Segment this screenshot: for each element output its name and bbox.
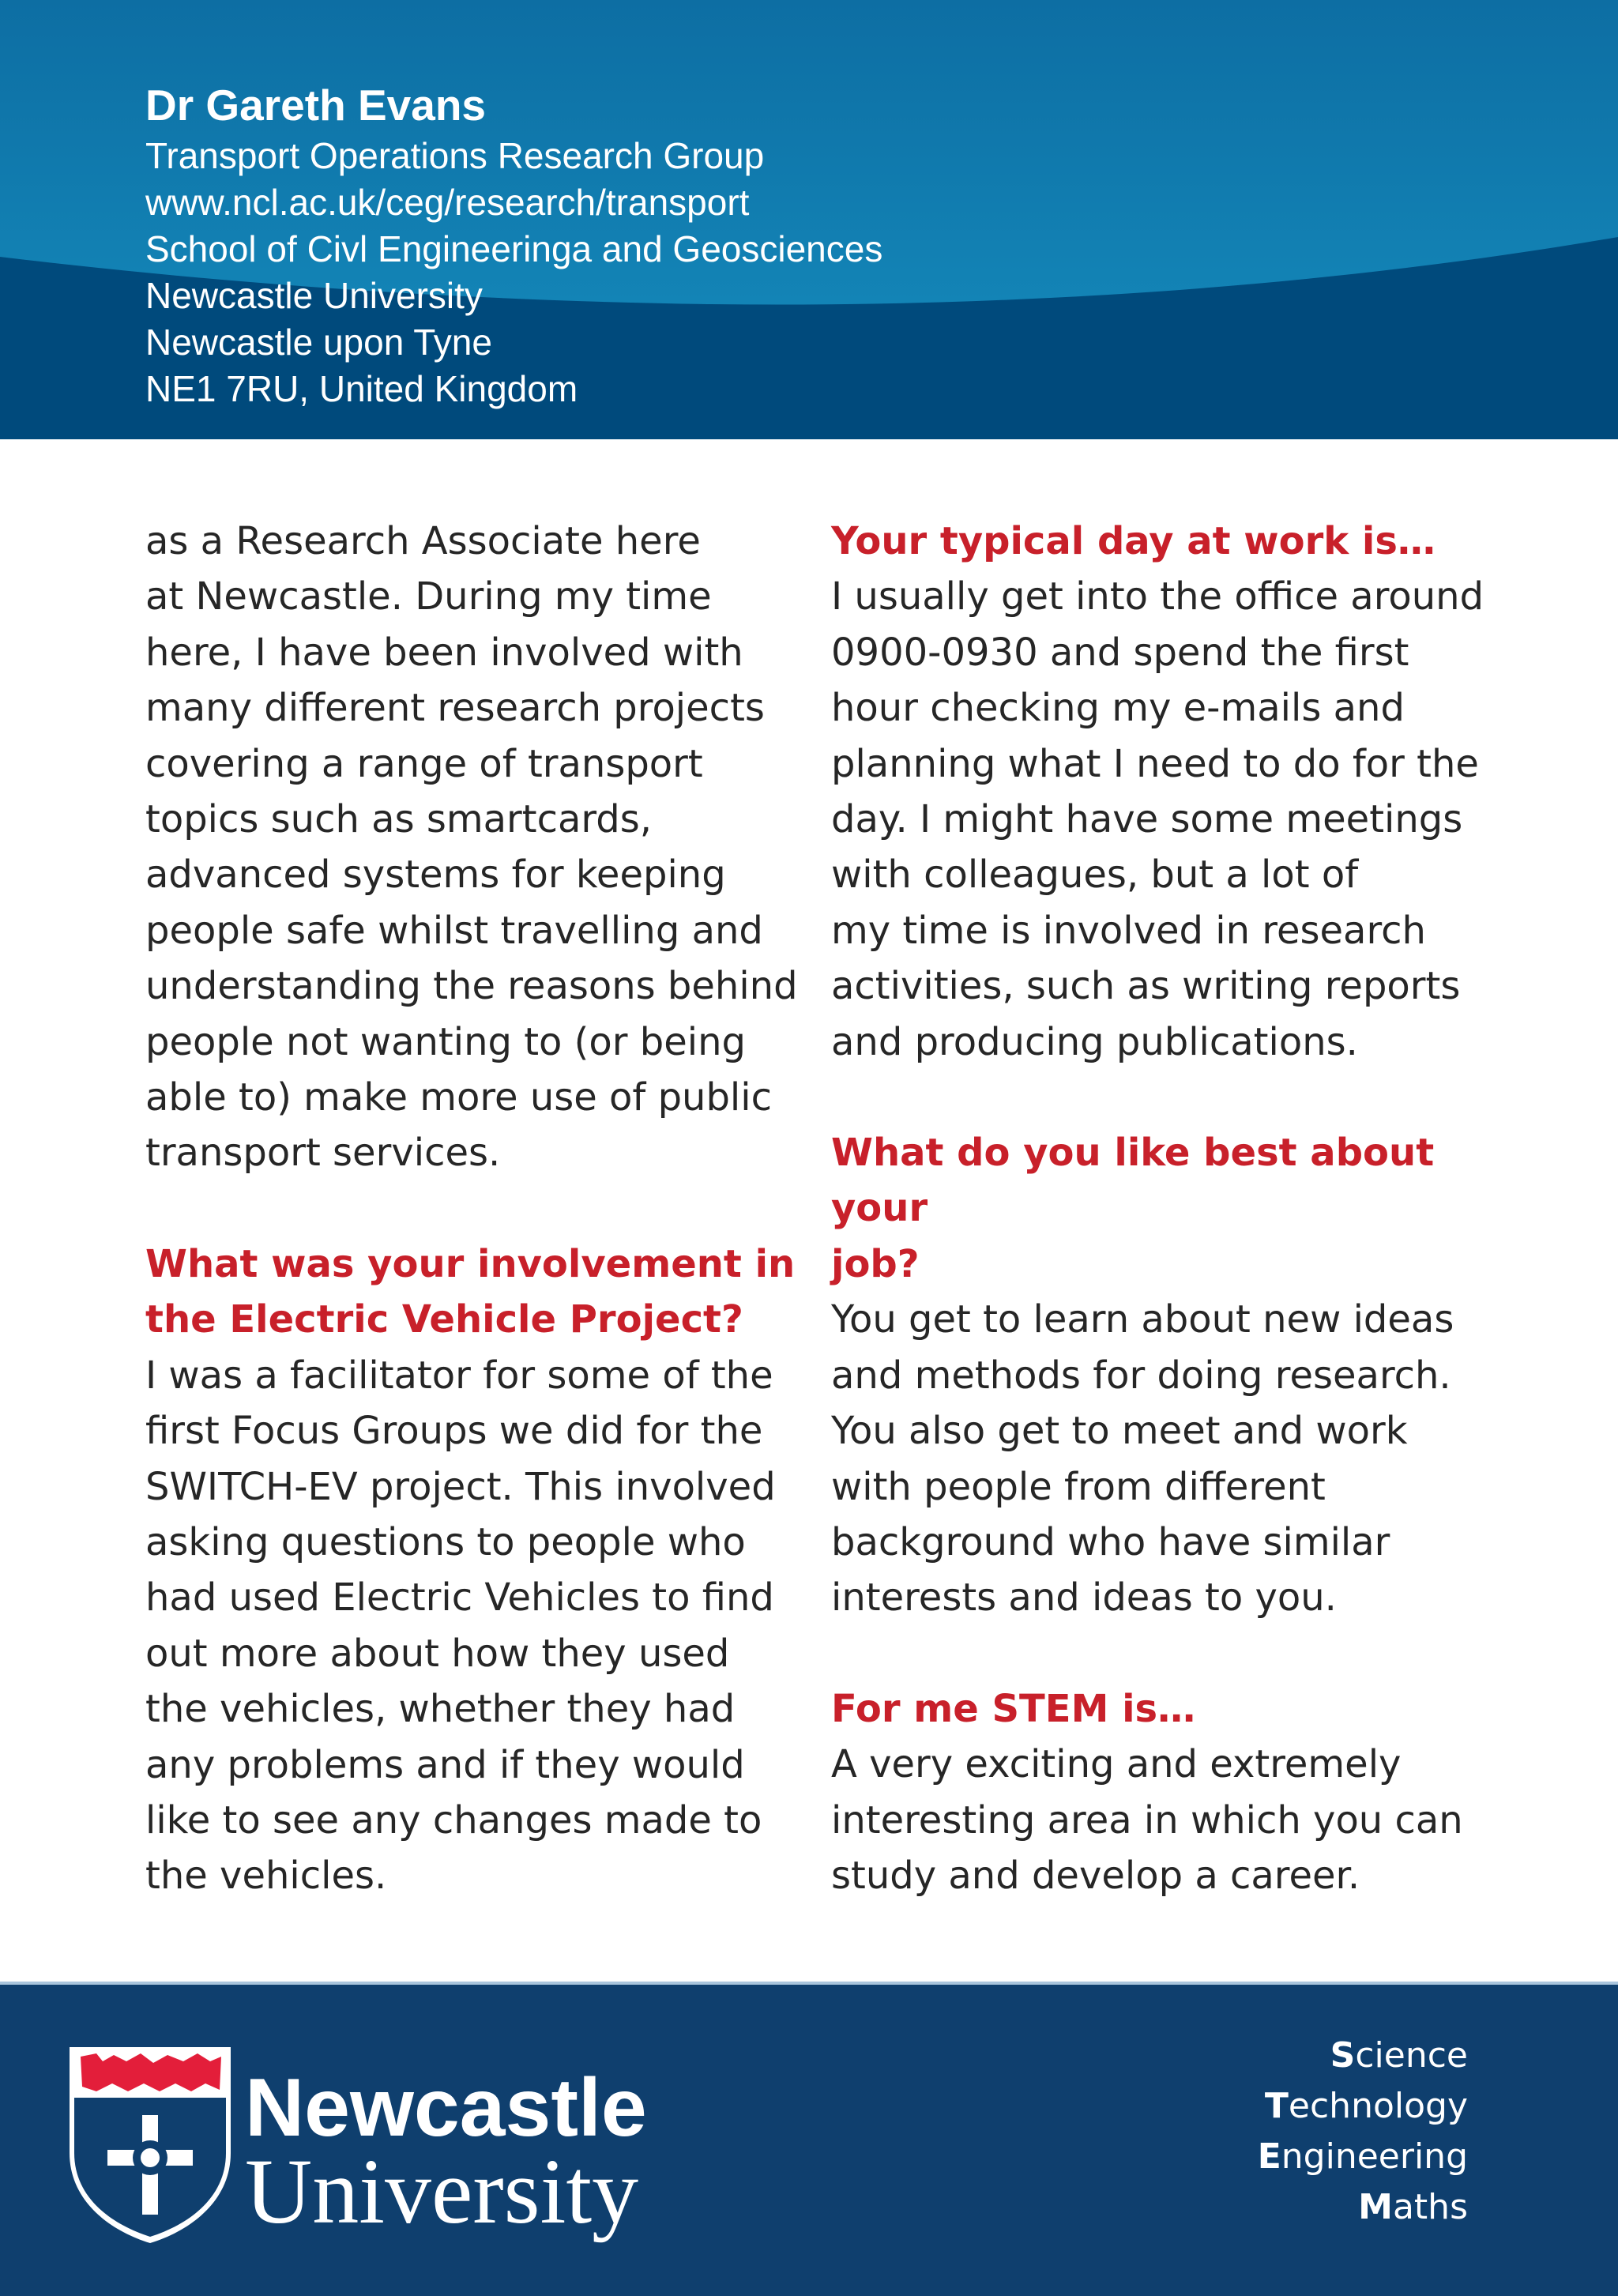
city: Newcastle upon Tyne bbox=[145, 322, 492, 363]
question-typical-day: Your typical day at work is… bbox=[831, 519, 1436, 563]
school-name: School of Civl Engineeringa and Geosciences bbox=[145, 228, 883, 269]
stem-acronym bbox=[1258, 2031, 1468, 2233]
university-name: Newcastle University bbox=[145, 275, 483, 316]
left-column bbox=[145, 514, 801, 1904]
stem-maths: Maths bbox=[1358, 2187, 1468, 2227]
spacer bbox=[831, 1070, 1487, 1125]
spacer bbox=[831, 1626, 1487, 1681]
newcastle-university-logo bbox=[65, 2042, 665, 2248]
stem-technology: Technology bbox=[1264, 2086, 1468, 2126]
stem-science: Science bbox=[1330, 2035, 1468, 2076]
answer-like-best: You get to learn about new ideas and methods for doing research. You also get to meet and work with people from different background who have similar interests and ideas to you. bbox=[831, 1297, 1454, 1620]
research-group: Transport Operations Research Group bbox=[145, 135, 765, 176]
question-like-best: What do you like best about your job? bbox=[831, 1131, 1435, 1286]
logo-line-newcastle: Newcastle bbox=[245, 2062, 647, 2154]
postcode-country: NE1 7RU, United Kingdom bbox=[145, 368, 578, 409]
logo-line-university: University bbox=[245, 2140, 639, 2243]
intro-paragraph: as a Research Associate here at Newcastle. During my time here, I have been involved with many different research projects covering a range of transport topics such as smartcards, advanced systems for keeping people safe whilst travelling and understanding the reasons behind people not wanting to (or being able to) make more use of public transport services. bbox=[145, 519, 798, 1176]
contact-block bbox=[145, 79, 882, 412]
header-banner bbox=[0, 0, 1618, 439]
answer-ev-involvement: I was a facilitator for some of the first Focus Groups we did for the SWITCH-EV project. This involved asking questions to people who had used Electric Vehicles to find out more about how they used the vehicles, whether they had any problems and if they would like to see any changes made to the vehicles. bbox=[145, 1353, 776, 1899]
question-stem: For me STEM is… bbox=[831, 1686, 1196, 1731]
answer-stem: A very exciting and extremely interesting area in which you can study and develop a career. bbox=[831, 1742, 1463, 1898]
right-column bbox=[831, 514, 1487, 1903]
person-name: Dr Gareth Evans bbox=[145, 81, 487, 130]
answer-typical-day: I usually get into the office around 0900-0930 and spend the first hour checking my e-mails and planning what I need to do for the day. I might have some meetings with colleagues, but a lot of my time is involved in research activities, such as writing reports and producing publications. bbox=[831, 574, 1484, 1064]
question-ev-involvement: What was your involvement in the Electric Vehicle Project? bbox=[145, 1241, 796, 1342]
website-url[interactable]: www.ncl.ac.uk/ceg/research/transport bbox=[145, 182, 750, 223]
spacer bbox=[145, 1181, 801, 1236]
crest-shield-icon bbox=[70, 2047, 231, 2243]
stem-engineering: Engineering bbox=[1257, 2136, 1468, 2177]
